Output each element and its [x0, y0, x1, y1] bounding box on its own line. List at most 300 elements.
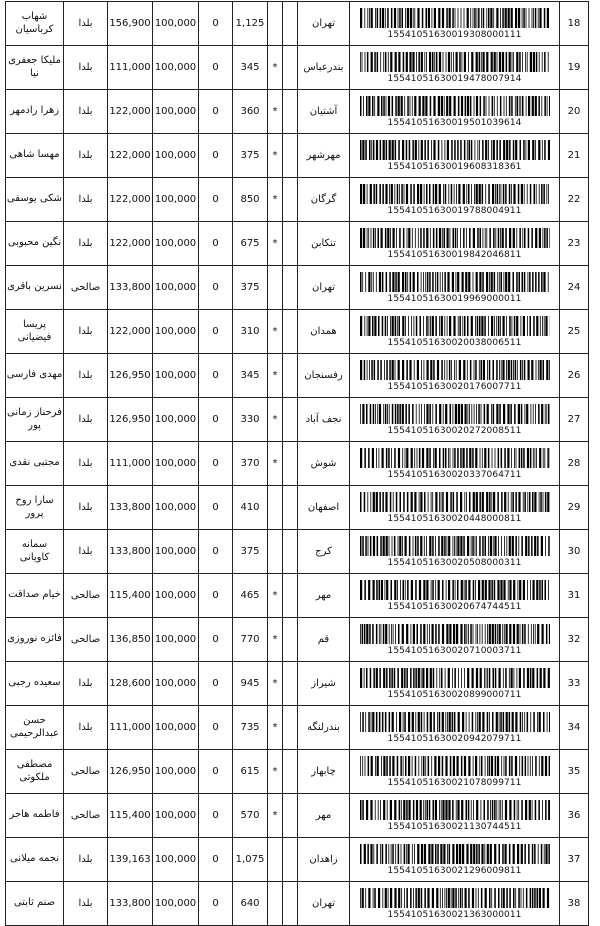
mark-cell [268, 838, 283, 882]
mark-cell: * [268, 750, 283, 794]
total-amount: 139,163 [108, 838, 153, 882]
mark-cell [268, 266, 283, 310]
barcode [350, 800, 559, 832]
empty-cell [283, 486, 298, 530]
extra-amount: 0 [199, 46, 233, 90]
table-row [6, 618, 589, 662]
barcode [350, 184, 559, 216]
barcode-graphic [360, 316, 550, 336]
table-row [6, 266, 589, 310]
destination-city: شیراز [298, 662, 350, 706]
service-type: بلدا [64, 90, 108, 134]
weight-value: 360 [233, 90, 268, 134]
base-amount: 100,000 [153, 178, 199, 222]
barcode-graphic [360, 52, 550, 72]
empty-cell [283, 794, 298, 838]
destination-city: همدان [298, 310, 350, 354]
total-amount: 126,950 [108, 354, 153, 398]
table-row [6, 222, 589, 266]
barcode-cell [350, 46, 560, 90]
barcode-graphic [360, 184, 550, 204]
destination-city: تنکابن [298, 222, 350, 266]
total-amount: 111,000 [108, 706, 153, 750]
mark-cell: * [268, 354, 283, 398]
table-body [6, 2, 589, 926]
extra-amount: 0 [199, 222, 233, 266]
weight-value: 945 [233, 662, 268, 706]
barcode-number: 15541051630019308000111 [387, 29, 522, 40]
mark-cell: * [268, 222, 283, 266]
barcode [350, 756, 559, 788]
base-amount: 100,000 [153, 662, 199, 706]
extra-amount: 0 [199, 574, 233, 618]
recipient-name: ملیکا جعفری نیا [6, 46, 64, 90]
barcode-graphic [360, 8, 550, 28]
barcode [350, 52, 559, 84]
barcode-number: 15541051630020337064711 [387, 469, 522, 480]
service-type: بلدا [64, 486, 108, 530]
row-number: 33 [560, 662, 589, 706]
destination-city: تهران [298, 266, 350, 310]
recipient-name: صنم ثابتی [6, 882, 64, 926]
service-type: بلدا [64, 354, 108, 398]
empty-cell [283, 706, 298, 750]
extra-amount: 0 [199, 618, 233, 662]
row-number: 29 [560, 486, 589, 530]
total-amount: 111,000 [108, 442, 153, 486]
barcode-number: 15541051630019501039614 [387, 117, 522, 128]
base-amount: 100,000 [153, 134, 199, 178]
weight-value: 735 [233, 706, 268, 750]
barcode-cell [350, 398, 560, 442]
total-amount: 136,850 [108, 618, 153, 662]
row-number: 18 [560, 2, 589, 46]
total-amount: 133,800 [108, 486, 153, 530]
barcode-cell [350, 178, 560, 222]
table-row [6, 706, 589, 750]
barcode [350, 404, 559, 436]
total-amount: 115,400 [108, 574, 153, 618]
shipments-table [5, 1, 589, 926]
mark-cell [268, 882, 283, 926]
barcode-graphic [360, 668, 550, 688]
barcode [350, 360, 559, 392]
table-row [6, 530, 589, 574]
destination-city: مهرشهر [298, 134, 350, 178]
destination-city: تهران [298, 2, 350, 46]
base-amount: 100,000 [153, 442, 199, 486]
barcode-cell [350, 134, 560, 178]
recipient-name: شهاب کرباسیان [6, 2, 64, 46]
barcode [350, 96, 559, 128]
table-row [6, 838, 589, 882]
barcode-number: 15541051630021296009811 [387, 865, 522, 876]
recipient-name: پریسا فیضیانی [6, 310, 64, 354]
barcode-graphic [360, 272, 550, 292]
service-type: بلدا [64, 662, 108, 706]
barcode-graphic [360, 712, 550, 732]
extra-amount: 0 [199, 178, 233, 222]
service-type: بلدا [64, 222, 108, 266]
mark-cell [268, 530, 283, 574]
mark-cell: * [268, 46, 283, 90]
row-number: 35 [560, 750, 589, 794]
weight-value: 615 [233, 750, 268, 794]
barcode-number: 15541051630020272008511 [387, 425, 522, 436]
mark-cell: * [268, 90, 283, 134]
barcode-number: 15541051630019842046811 [387, 249, 522, 260]
empty-cell [283, 90, 298, 134]
weight-value: 375 [233, 266, 268, 310]
barcode-number: 15541051630020176007711 [387, 381, 522, 392]
barcode-graphic [360, 888, 550, 908]
extra-amount: 0 [199, 838, 233, 882]
empty-cell [283, 442, 298, 486]
base-amount: 100,000 [153, 882, 199, 926]
recipient-name: فاطمه هاجر [6, 794, 64, 838]
mark-cell: * [268, 662, 283, 706]
extra-amount: 0 [199, 662, 233, 706]
recipient-name: سارا روح پرور [6, 486, 64, 530]
table-row [6, 2, 589, 46]
service-type: بلدا [64, 178, 108, 222]
barcode [350, 8, 559, 40]
extra-amount: 0 [199, 398, 233, 442]
barcode-cell [350, 618, 560, 662]
barcode-cell [350, 706, 560, 750]
barcode [350, 888, 559, 920]
table-row [6, 662, 589, 706]
barcode-number: 15541051630021363000011 [387, 909, 522, 920]
table-row [6, 310, 589, 354]
destination-city: مهر [298, 794, 350, 838]
base-amount: 100,000 [153, 486, 199, 530]
weight-value: 375 [233, 530, 268, 574]
barcode [350, 448, 559, 480]
weight-value: 770 [233, 618, 268, 662]
base-amount: 100,000 [153, 398, 199, 442]
service-type: بلدا [64, 134, 108, 178]
empty-cell [283, 530, 298, 574]
barcode [350, 844, 559, 876]
empty-cell [283, 574, 298, 618]
mark-cell: * [268, 618, 283, 662]
weight-value: 1,075 [233, 838, 268, 882]
total-amount: 128,600 [108, 662, 153, 706]
row-number: 27 [560, 398, 589, 442]
destination-city: نجف آباد [298, 398, 350, 442]
total-amount: 122,000 [108, 222, 153, 266]
base-amount: 100,000 [153, 90, 199, 134]
barcode-cell [350, 838, 560, 882]
base-amount: 100,000 [153, 222, 199, 266]
row-number: 34 [560, 706, 589, 750]
barcode-graphic [360, 580, 550, 600]
weight-value: 850 [233, 178, 268, 222]
barcode-number: 15541051630019608318361 [387, 161, 522, 172]
mark-cell: * [268, 442, 283, 486]
service-type: بلدا [64, 530, 108, 574]
barcode-graphic [360, 96, 550, 116]
barcode-cell [350, 882, 560, 926]
mark-cell: * [268, 398, 283, 442]
weight-value: 375 [233, 134, 268, 178]
barcode-number: 15541051630019969000011 [387, 293, 522, 304]
barcode-cell [350, 222, 560, 266]
weight-value: 675 [233, 222, 268, 266]
barcode-cell [350, 750, 560, 794]
destination-city: کرج [298, 530, 350, 574]
table-row [6, 882, 589, 926]
service-type: صالحی [64, 794, 108, 838]
mark-cell [268, 486, 283, 530]
base-amount: 100,000 [153, 750, 199, 794]
barcode-cell [350, 662, 560, 706]
barcode-cell [350, 794, 560, 838]
barcode-graphic [360, 756, 550, 776]
weight-value: 345 [233, 354, 268, 398]
mark-cell: * [268, 574, 283, 618]
extra-amount: 0 [199, 134, 233, 178]
destination-city: گرگان [298, 178, 350, 222]
extra-amount: 0 [199, 750, 233, 794]
row-number: 32 [560, 618, 589, 662]
total-amount: 122,000 [108, 310, 153, 354]
empty-cell [283, 310, 298, 354]
service-type: بلدا [64, 2, 108, 46]
table-row [6, 398, 589, 442]
barcode [350, 492, 559, 524]
barcode-number: 15541051630020038006511 [387, 337, 522, 348]
row-number: 31 [560, 574, 589, 618]
service-type: بلدا [64, 46, 108, 90]
barcode-number: 15541051630020710003711 [387, 645, 522, 656]
recipient-name: حسن عبدالرحیمی [6, 706, 64, 750]
barcode-cell [350, 442, 560, 486]
barcode-number: 15541051630020942079711 [387, 733, 522, 744]
barcode [350, 580, 559, 612]
barcode-graphic [360, 404, 550, 424]
service-type: صالحی [64, 574, 108, 618]
empty-cell [283, 266, 298, 310]
empty-cell [283, 178, 298, 222]
base-amount: 100,000 [153, 574, 199, 618]
total-amount: 122,000 [108, 90, 153, 134]
empty-cell [283, 882, 298, 926]
total-amount: 133,800 [108, 266, 153, 310]
base-amount: 100,000 [153, 46, 199, 90]
empty-cell [283, 222, 298, 266]
row-number: 28 [560, 442, 589, 486]
table-row [6, 574, 589, 618]
empty-cell [283, 618, 298, 662]
empty-cell [283, 838, 298, 882]
base-amount: 100,000 [153, 618, 199, 662]
recipient-name: مهسا شاهی [6, 134, 64, 178]
service-type: بلدا [64, 398, 108, 442]
empty-cell [283, 2, 298, 46]
barcode-number: 15541051630020508000311 [387, 557, 522, 568]
empty-cell [283, 398, 298, 442]
row-number: 23 [560, 222, 589, 266]
extra-amount: 0 [199, 794, 233, 838]
row-number: 30 [560, 530, 589, 574]
recipient-name: مجتبی نقدی [6, 442, 64, 486]
service-type: بلدا [64, 442, 108, 486]
table-row [6, 750, 589, 794]
table-row [6, 134, 589, 178]
barcode-cell [350, 574, 560, 618]
weight-value: 310 [233, 310, 268, 354]
recipient-name: مصطفی ملکوتی [6, 750, 64, 794]
base-amount: 100,000 [153, 266, 199, 310]
recipient-name: سعیده رجبی [6, 662, 64, 706]
extra-amount: 0 [199, 706, 233, 750]
barcode-number: 15541051630020899000711 [387, 689, 522, 700]
barcode [350, 668, 559, 700]
row-number: 25 [560, 310, 589, 354]
barcode-cell [350, 354, 560, 398]
mark-cell: * [268, 134, 283, 178]
barcode-cell [350, 90, 560, 134]
barcode [350, 272, 559, 304]
table-row [6, 486, 589, 530]
row-number: 36 [560, 794, 589, 838]
destination-city: تهران [298, 882, 350, 926]
weight-value: 465 [233, 574, 268, 618]
service-type: صالحی [64, 618, 108, 662]
empty-cell [283, 134, 298, 178]
row-number: 38 [560, 882, 589, 926]
mark-cell [268, 2, 283, 46]
row-number: 21 [560, 134, 589, 178]
destination-city: اصفهان [298, 486, 350, 530]
mark-cell: * [268, 794, 283, 838]
destination-city: زاهدان [298, 838, 350, 882]
mark-cell: * [268, 178, 283, 222]
destination-city: قم [298, 618, 350, 662]
barcode-number: 15541051630019478007914 [387, 73, 522, 84]
barcode [350, 316, 559, 348]
barcode-cell [350, 530, 560, 574]
barcode [350, 624, 559, 656]
extra-amount: 0 [199, 882, 233, 926]
empty-cell [283, 750, 298, 794]
barcode-graphic [360, 492, 550, 512]
barcode-graphic [360, 360, 550, 380]
weight-value: 570 [233, 794, 268, 838]
destination-city: بندرلنگه [298, 706, 350, 750]
barcode-cell [350, 266, 560, 310]
recipient-name: شکی یوسفی [6, 178, 64, 222]
table-row [6, 178, 589, 222]
service-type: بلدا [64, 838, 108, 882]
total-amount: 156,900 [108, 2, 153, 46]
row-number: 37 [560, 838, 589, 882]
empty-cell [283, 662, 298, 706]
barcode-graphic [360, 800, 550, 820]
table-row [6, 90, 589, 134]
destination-city: مهر [298, 574, 350, 618]
barcode-cell [350, 2, 560, 46]
barcode-graphic [360, 536, 550, 556]
total-amount: 122,000 [108, 134, 153, 178]
recipient-name: نگین محبوبی [6, 222, 64, 266]
base-amount: 100,000 [153, 794, 199, 838]
row-number: 22 [560, 178, 589, 222]
recipient-name: نسرین باقری [6, 266, 64, 310]
destination-city: چابهار [298, 750, 350, 794]
barcode-graphic [360, 140, 550, 160]
total-amount: 111,000 [108, 46, 153, 90]
total-amount: 126,950 [108, 398, 153, 442]
total-amount: 133,800 [108, 882, 153, 926]
barcode-number: 15541051630021078099711 [387, 777, 522, 788]
total-amount: 122,000 [108, 178, 153, 222]
recipient-name: سمانه کاویانی [6, 530, 64, 574]
base-amount: 100,000 [153, 530, 199, 574]
barcode [350, 140, 559, 172]
recipient-name: فرحناز زمانی پور [6, 398, 64, 442]
weight-value: 640 [233, 882, 268, 926]
barcode-number: 15541051630019788004911 [387, 205, 522, 216]
base-amount: 100,000 [153, 2, 199, 46]
base-amount: 100,000 [153, 354, 199, 398]
recipient-name: فائزه نوروزی [6, 618, 64, 662]
mark-cell: * [268, 706, 283, 750]
base-amount: 100,000 [153, 838, 199, 882]
barcode-number: 15541051630021130744511 [387, 821, 522, 832]
recipient-name: نجمه میلانی [6, 838, 64, 882]
extra-amount: 0 [199, 2, 233, 46]
extra-amount: 0 [199, 354, 233, 398]
weight-value: 410 [233, 486, 268, 530]
extra-amount: 0 [199, 442, 233, 486]
total-amount: 115,400 [108, 794, 153, 838]
table-row [6, 794, 589, 838]
weight-value: 370 [233, 442, 268, 486]
extra-amount: 0 [199, 90, 233, 134]
barcode [350, 228, 559, 260]
row-number: 26 [560, 354, 589, 398]
weight-value: 1,125 [233, 2, 268, 46]
barcode-graphic [360, 844, 550, 864]
recipient-name: مهدی فارسی [6, 354, 64, 398]
barcode-cell [350, 310, 560, 354]
destination-city: رفسنجان [298, 354, 350, 398]
barcode-number: 15541051630020674744511 [387, 601, 522, 612]
table-row [6, 46, 589, 90]
mark-cell: * [268, 310, 283, 354]
destination-city: شوش [298, 442, 350, 486]
barcode-graphic [360, 228, 550, 248]
row-number: 20 [560, 90, 589, 134]
destination-city: بندرعباس [298, 46, 350, 90]
service-type: صالحی [64, 266, 108, 310]
recipient-name: خیام صداقت [6, 574, 64, 618]
table-row [6, 354, 589, 398]
service-type: بلدا [64, 310, 108, 354]
barcode-number: 15541051630020448000811 [387, 513, 522, 524]
row-number: 24 [560, 266, 589, 310]
weight-value: 345 [233, 46, 268, 90]
service-type: بلدا [64, 882, 108, 926]
extra-amount: 0 [199, 530, 233, 574]
total-amount: 126,950 [108, 750, 153, 794]
service-type: بلدا [64, 706, 108, 750]
barcode-cell [350, 486, 560, 530]
service-type: صالحی [64, 750, 108, 794]
